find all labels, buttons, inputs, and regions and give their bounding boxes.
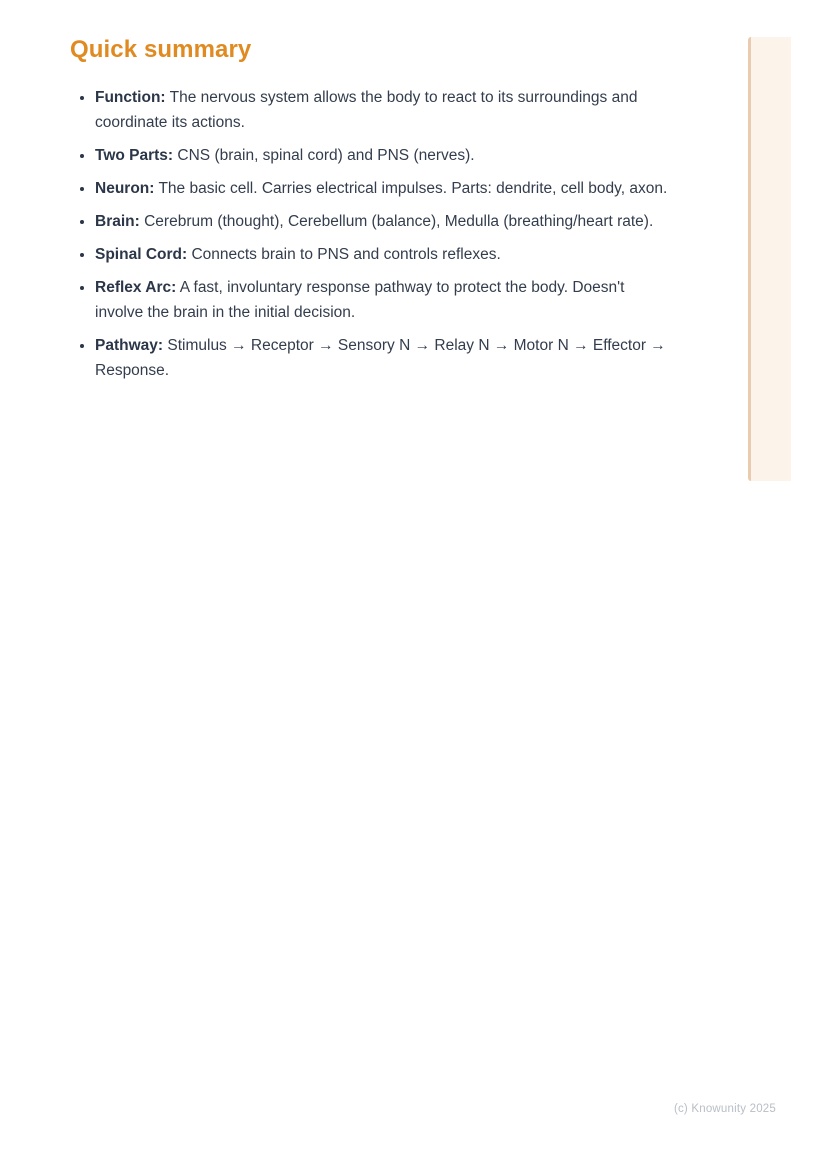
list-item — [95, 176, 668, 201]
term-text: The basic cell. Carries electrical impulses. Parts: dendrite, cell body, axon. — [158, 180, 668, 197]
list-item — [95, 209, 668, 234]
term-text: CNS (brain, spinal cord) and PNS (nerves). — [177, 147, 475, 164]
term-label: Function: — [95, 89, 166, 106]
term-label: Brain: — [95, 213, 140, 230]
term-label: Two Parts: — [95, 147, 174, 164]
term-text: Cerebrum (thought), Cerebellum (balance), Medulla (breathing/heart rate). — [144, 213, 654, 230]
term-label: Pathway: — [95, 337, 164, 354]
list-item — [95, 85, 668, 135]
list-item — [95, 275, 668, 325]
term-text: Connects brain to PNS and controls reflexes. — [191, 246, 501, 263]
summary-list — [0, 85, 668, 383]
copyright-text: (c) Knowunity 2025 — [673, 1103, 776, 1115]
list-item — [95, 333, 668, 383]
term-label: Spinal Cord: — [95, 246, 188, 263]
term-label: Reflex Arc: — [95, 279, 177, 296]
term-text: Stimulus → Receptor → Sensory N → Relay N → Motor N → Effector → Response. — [95, 337, 666, 379]
list-item — [95, 143, 668, 168]
page-title: Quick summary — [70, 36, 252, 63]
list-item — [95, 242, 668, 267]
term-label: Neuron: — [95, 180, 155, 197]
next-page-edge-panel — [748, 37, 791, 481]
term-text: The nervous system allows the body to react to its surroundings and coordinate its actions. — [95, 89, 638, 131]
term-text: A fast, involuntary response pathway to protect the body. Doesn't involve the brain in the initial decision. — [95, 279, 625, 321]
